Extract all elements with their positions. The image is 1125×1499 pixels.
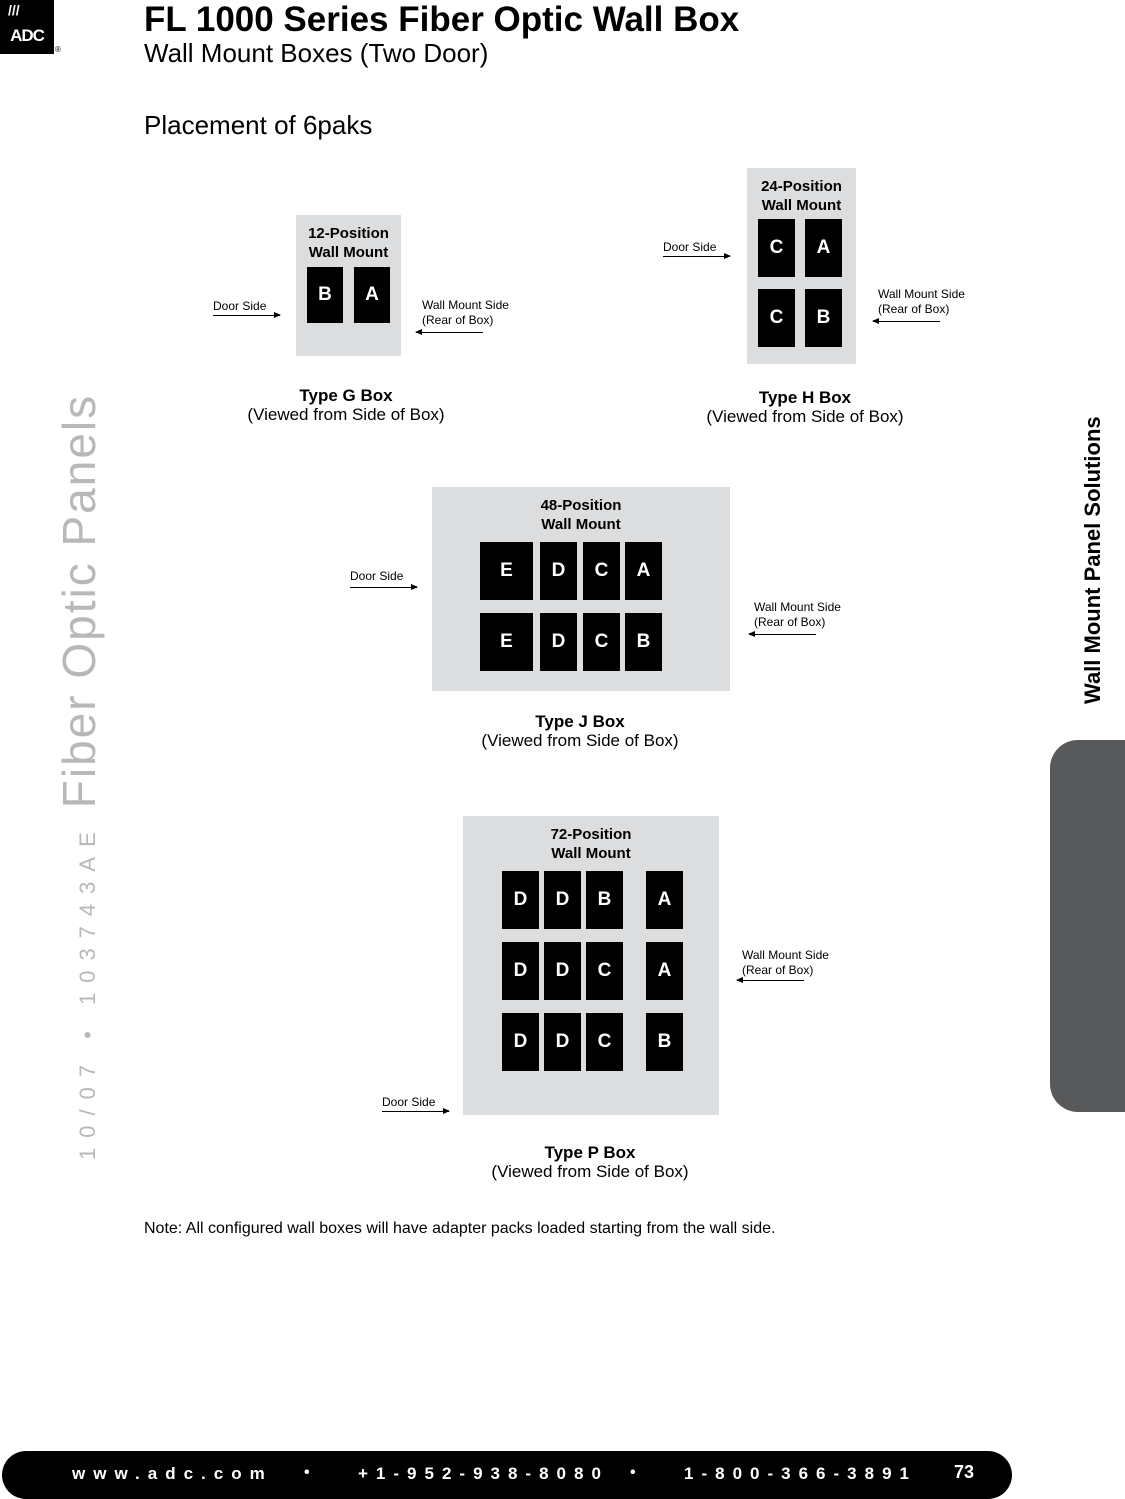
door-side-label: Door Side	[663, 240, 717, 254]
footer-bar	[2, 1451, 1012, 1499]
wall-side-arrow	[749, 634, 816, 635]
door-side-arrow	[350, 587, 417, 588]
section-tab	[1050, 740, 1125, 1112]
sixpak: C	[758, 289, 795, 347]
sixpak: D	[502, 871, 539, 929]
sixpak: C	[583, 613, 620, 671]
wall-side-line-1: Wall Mount Side	[878, 287, 965, 301]
type-g-viewed: (Viewed from Side of Box)	[247, 405, 445, 424]
footer-separator: •	[304, 1464, 310, 1481]
wall-side-line-2: (Rear of Box)	[878, 302, 950, 316]
wall-side-label	[422, 298, 509, 328]
type-j-viewed: (Viewed from Side of Box)	[481, 731, 679, 750]
wall-side-line-2: (Rear of Box)	[742, 963, 814, 977]
wall-side-line-2: (Rear of Box)	[422, 313, 494, 327]
type-j-caption	[480, 712, 680, 750]
page-number: 73	[954, 1462, 975, 1482]
website-link[interactable]: www.adc.com	[72, 1464, 273, 1483]
wall-side-arrow	[416, 332, 483, 333]
sixpak: E	[480, 542, 533, 600]
type-h-box	[747, 168, 856, 364]
left-side-label	[52, 394, 106, 1160]
sixpak: B	[805, 289, 842, 347]
box-j-capacity	[432, 496, 730, 534]
wall-side-label	[742, 948, 829, 978]
wall-side-line-1: Wall Mount Side	[742, 948, 829, 962]
sixpak: A	[354, 267, 390, 323]
type-g-caption	[246, 386, 446, 424]
sixpak: D	[540, 542, 577, 600]
sixpak: A	[646, 871, 683, 929]
sixpak: B	[646, 1013, 683, 1071]
sixpak: B	[307, 267, 343, 323]
sixpak: C	[586, 1013, 623, 1071]
box-g-label-1: 12-Position	[308, 225, 389, 242]
phone-international[interactable]: +1-952-938-8080	[358, 1464, 609, 1483]
type-h-title: Type H Box	[758, 388, 852, 407]
sixpak: D	[544, 871, 581, 929]
door-side-arrow	[663, 256, 730, 257]
box-h-label-1: 24-Position	[761, 178, 842, 195]
sixpak: E	[480, 613, 533, 671]
type-g-title: Type G Box	[299, 386, 393, 405]
wall-side-line-1: Wall Mount Side	[422, 298, 509, 312]
page-subtitle: Wall Mount Boxes (Two Door)	[144, 38, 489, 68]
type-p-viewed: (Viewed from Side of Box)	[491, 1162, 689, 1181]
box-j-label-2: Wall Mount	[541, 516, 621, 533]
sixpak: D	[544, 1013, 581, 1071]
sixpak: D	[544, 942, 581, 1000]
sixpak: D	[540, 613, 577, 671]
sixpak: D	[502, 942, 539, 1000]
type-j-title: Type J Box	[535, 712, 625, 731]
right-side-label: Wall Mount Panel Solutions	[1080, 416, 1105, 704]
adc-logo	[0, 0, 54, 54]
wall-side-arrow	[737, 980, 804, 981]
box-g-capacity	[296, 224, 401, 262]
type-j-box	[432, 487, 730, 691]
phone-tollfree[interactable]: 1-800-366-3891	[684, 1464, 917, 1483]
type-h-viewed: (Viewed from Side of Box)	[706, 407, 904, 426]
sixpak: B	[586, 871, 623, 929]
wall-side-label	[754, 600, 841, 630]
door-side-label: Door Side	[382, 1095, 436, 1109]
type-g-box	[296, 215, 401, 356]
type-h-caption	[705, 388, 905, 426]
box-j-label-1: 48-Position	[540, 497, 622, 514]
door-side-arrow	[382, 1111, 449, 1112]
door-side-label: Door Side	[350, 569, 404, 583]
document-code: 10/07 • 103743AE	[75, 822, 100, 1160]
door-side-label: Door Side	[213, 299, 267, 313]
type-p-caption	[490, 1143, 690, 1181]
wall-side-line-2: (Rear of Box)	[754, 615, 826, 629]
box-h-capacity	[747, 177, 856, 215]
sixpak: A	[646, 942, 683, 1000]
type-p-box	[463, 816, 719, 1115]
section-heading: Placement of 6paks	[144, 110, 373, 140]
box-p-label-1: 72-Position	[550, 826, 632, 843]
sixpak: C	[758, 219, 795, 277]
door-side-arrow	[213, 315, 280, 316]
box-g-label-2: Wall Mount	[308, 244, 389, 261]
sixpak: B	[625, 613, 662, 671]
logo-slashes: ///	[8, 2, 20, 18]
footnote: Note: All configured wall boxes will have adapter packs loaded starting from the wall side.	[144, 1220, 776, 1237]
catalog-section-name: Fiber Optic Panels	[53, 393, 105, 809]
box-h-label-2: Wall Mount	[761, 197, 842, 214]
sixpak: D	[502, 1013, 539, 1071]
footer-separator: •	[630, 1464, 636, 1481]
sixpak: C	[586, 942, 623, 1000]
wall-side-label	[878, 287, 965, 317]
type-p-title: Type P Box	[544, 1143, 636, 1162]
box-p-label-2: Wall Mount	[551, 845, 631, 862]
page-title: FL 1000 Series Fiber Optic Wall Box	[144, 0, 740, 39]
sixpak: A	[805, 219, 842, 277]
sixpak: C	[583, 542, 620, 600]
sixpak: A	[625, 542, 662, 600]
registered-mark: ®	[55, 45, 61, 54]
logo-text: ADC	[10, 26, 44, 45]
wall-side-line-1: Wall Mount Side	[754, 600, 841, 614]
box-p-capacity	[463, 825, 719, 863]
wall-side-arrow	[873, 321, 940, 322]
